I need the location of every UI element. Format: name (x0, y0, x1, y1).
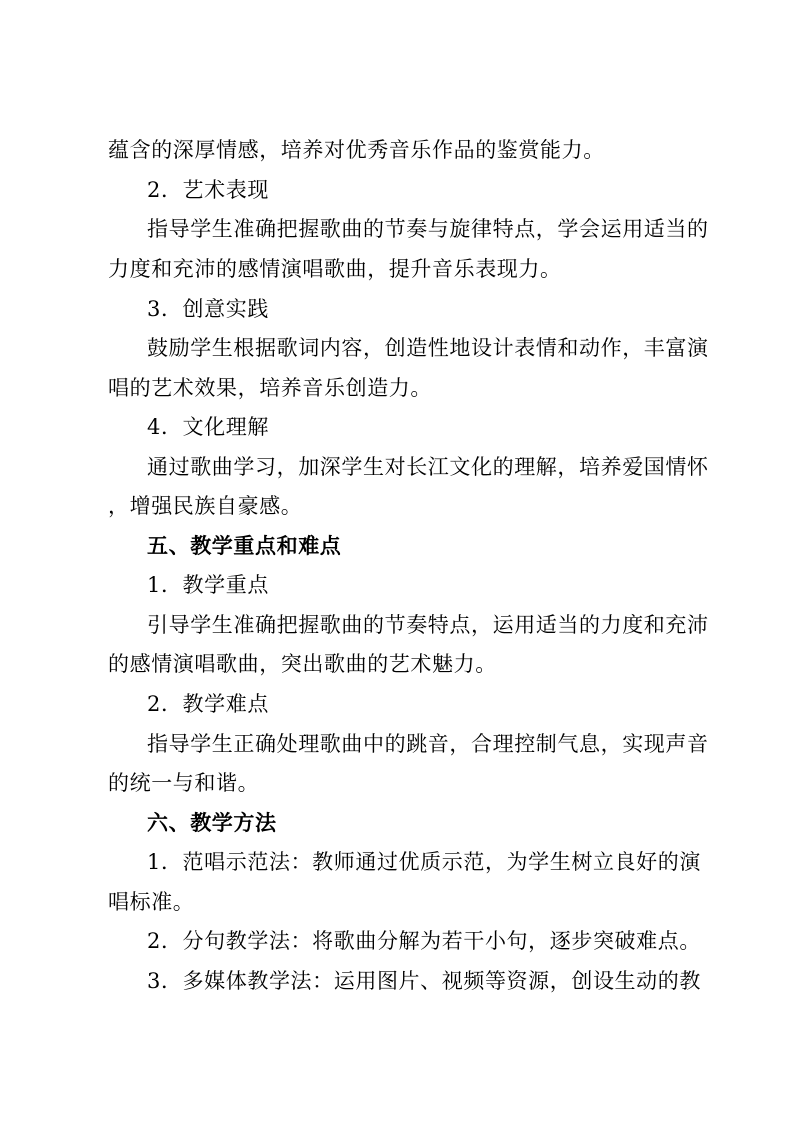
text-line: 2．分句教学法：将歌曲分解为若干小句，逐步突破难点。 (147, 929, 701, 953)
subheading-artistic-expression: 2．艺术表现 (147, 178, 269, 202)
text-line: 指导学生正确处理歌曲中的跳音，合理控制气息，实现声音 (147, 732, 709, 756)
section-heading-teaching-methods: 六、教学方法 (147, 810, 277, 835)
subheading-creative-practice: 3．创意实践 (147, 297, 269, 321)
text-line: 唱标准。 (108, 890, 195, 914)
text-line: 唱的艺术效果，培养音乐创造力。 (108, 376, 432, 400)
text-line: 3．多媒体教学法：运用图片、视频等资源，创设生动的教 (147, 969, 701, 993)
text-line: 力度和充沛的感情演唱歌曲，提升音乐表现力。 (108, 257, 562, 281)
subheading-cultural-understanding: 4．文化理解 (147, 415, 269, 439)
section-heading-key-points: 五、教学重点和难点 (147, 533, 342, 558)
text-line: 的感情演唱歌曲，突出歌曲的艺术魅力。 (108, 652, 497, 676)
text-line: ，增强民族自豪感。 (108, 494, 303, 518)
subheading-teaching-difficulty: 2．教学难点 (147, 692, 269, 716)
text-line: 引导学生准确把握歌曲的节奏特点，运用适当的力度和充沛 (147, 613, 709, 637)
text-line: 的统一与和谐。 (108, 771, 260, 795)
text-line: 通过歌曲学习，加深学生对长江文化的理解，培养爱国情怀 (147, 455, 709, 479)
text-line: 指导学生准确把握歌曲的节奏与旋律特点，学会运用适当的 (147, 217, 709, 241)
text-line: 鼓励学生根据歌词内容，创造性地设计表情和动作，丰富演 (147, 336, 709, 360)
text-line: 1．范唱示范法：教师通过优质示范，为学生树立良好的演 (147, 850, 701, 874)
text-line: 蕴含的深厚情感，培养对优秀音乐作品的鉴赏能力。 (108, 138, 605, 162)
subheading-teaching-focus: 1．教学重点 (147, 573, 269, 597)
